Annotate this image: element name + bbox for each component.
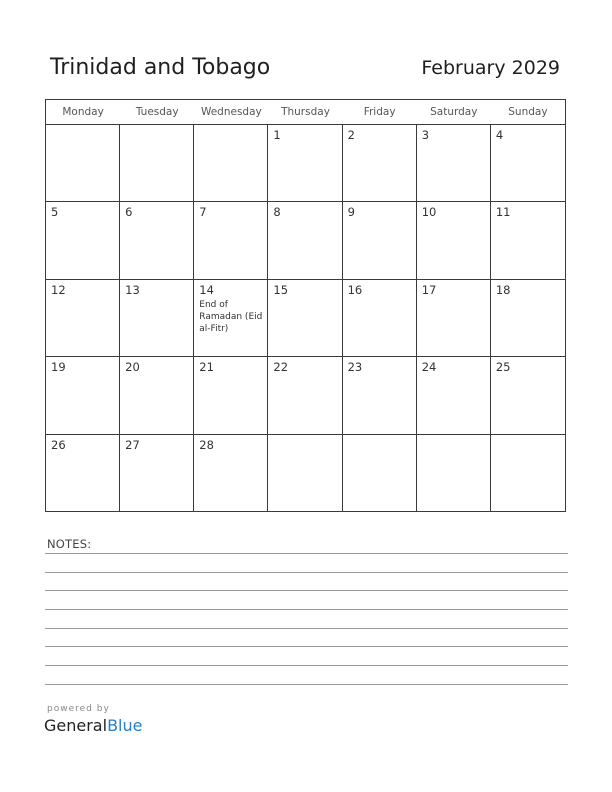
holiday-event: End of Ramadan (Eid al-Fitr) bbox=[199, 299, 263, 334]
day-number: 1 bbox=[273, 128, 281, 142]
note-line bbox=[45, 628, 568, 629]
logo-general-text: General bbox=[44, 716, 108, 735]
day-number: 22 bbox=[273, 360, 289, 375]
weekday-saturday: Saturday bbox=[430, 106, 478, 118]
logo-blue-text: Blue bbox=[107, 716, 143, 735]
day-number: 13 bbox=[125, 282, 140, 297]
day-cell bbox=[120, 435, 194, 512]
day-cell bbox=[268, 125, 342, 202]
day-cell bbox=[343, 435, 417, 512]
day-cell bbox=[343, 125, 417, 202]
day-number: 6 bbox=[125, 205, 133, 220]
day-number: 21 bbox=[199, 360, 214, 375]
day-cell bbox=[194, 435, 268, 512]
day-cell bbox=[417, 357, 491, 434]
day-cell bbox=[194, 125, 268, 202]
day-cell bbox=[120, 357, 194, 434]
day-cell bbox=[491, 280, 565, 357]
day-cell bbox=[491, 125, 565, 202]
calendar-month-title: February 2029 bbox=[421, 57, 560, 79]
day-number: 27 bbox=[125, 437, 140, 452]
day-number: 18 bbox=[495, 282, 511, 297]
day-number: 26 bbox=[51, 437, 66, 452]
weekday-monday: Monday bbox=[62, 106, 104, 118]
day-cell bbox=[46, 357, 120, 434]
day-number: 11 bbox=[495, 205, 511, 220]
day-cell bbox=[268, 357, 342, 434]
day-number: 4 bbox=[495, 128, 504, 142]
generalblue-logo bbox=[44, 716, 142, 735]
day-cell bbox=[46, 280, 120, 357]
note-line bbox=[45, 609, 568, 610]
day-number: 12 bbox=[51, 282, 66, 297]
calendar-grid bbox=[45, 99, 566, 512]
day-number: 14 bbox=[199, 282, 214, 297]
day-cell bbox=[343, 202, 417, 279]
day-cell bbox=[120, 125, 194, 202]
day-cell bbox=[343, 357, 417, 434]
weekday-tuesday: Tuesday bbox=[135, 106, 179, 118]
day-number: 7 bbox=[199, 205, 207, 220]
day-number: 20 bbox=[125, 360, 140, 375]
day-cell bbox=[417, 125, 491, 202]
note-line bbox=[45, 590, 568, 591]
day-cell bbox=[46, 125, 120, 202]
day-cell bbox=[491, 357, 565, 434]
day-cell bbox=[194, 280, 268, 357]
day-cell bbox=[120, 202, 194, 279]
day-cell bbox=[491, 435, 565, 512]
day-cell bbox=[343, 280, 417, 357]
day-cell bbox=[120, 280, 194, 357]
day-number: 10 bbox=[421, 205, 437, 220]
weekday-friday: Friday bbox=[363, 106, 396, 118]
day-number: 23 bbox=[347, 360, 363, 375]
day-number: 28 bbox=[199, 437, 214, 452]
day-cell bbox=[46, 435, 120, 512]
weekday-sunday: Sunday bbox=[508, 106, 548, 118]
weekday-wednesday: Wednesday bbox=[200, 106, 262, 118]
day-number: 15 bbox=[273, 282, 289, 297]
day-number: 17 bbox=[421, 282, 437, 297]
day-cell bbox=[46, 202, 120, 279]
note-line bbox=[45, 665, 568, 666]
day-number: 25 bbox=[495, 360, 511, 375]
day-cell bbox=[194, 357, 268, 434]
powered-by-text: powered by bbox=[47, 704, 110, 714]
day-number: 16 bbox=[347, 282, 363, 297]
day-number: 8 bbox=[273, 205, 281, 220]
calendar-country-title: Trinidad and Tobago bbox=[50, 55, 271, 80]
note-line bbox=[45, 646, 568, 647]
day-cell bbox=[491, 202, 565, 279]
calendar-days bbox=[46, 125, 565, 512]
day-cell bbox=[417, 280, 491, 357]
weekday-header-row bbox=[46, 100, 565, 125]
day-cell bbox=[417, 202, 491, 279]
day-cell bbox=[417, 435, 491, 512]
note-line bbox=[45, 572, 568, 573]
note-line bbox=[45, 553, 568, 554]
day-number: 3 bbox=[421, 128, 430, 142]
day-number: 19 bbox=[51, 360, 66, 375]
notes-label: NOTES: bbox=[47, 537, 92, 551]
note-line bbox=[45, 684, 568, 685]
day-cell bbox=[268, 202, 342, 279]
day-cell bbox=[268, 435, 342, 512]
day-cell bbox=[268, 280, 342, 357]
day-number: 24 bbox=[421, 360, 437, 375]
weekday-thursday: Thursday bbox=[281, 106, 330, 118]
day-cell bbox=[194, 202, 268, 279]
day-number: 9 bbox=[347, 205, 355, 220]
day-number: 2 bbox=[347, 128, 355, 142]
day-number: 5 bbox=[51, 205, 59, 220]
